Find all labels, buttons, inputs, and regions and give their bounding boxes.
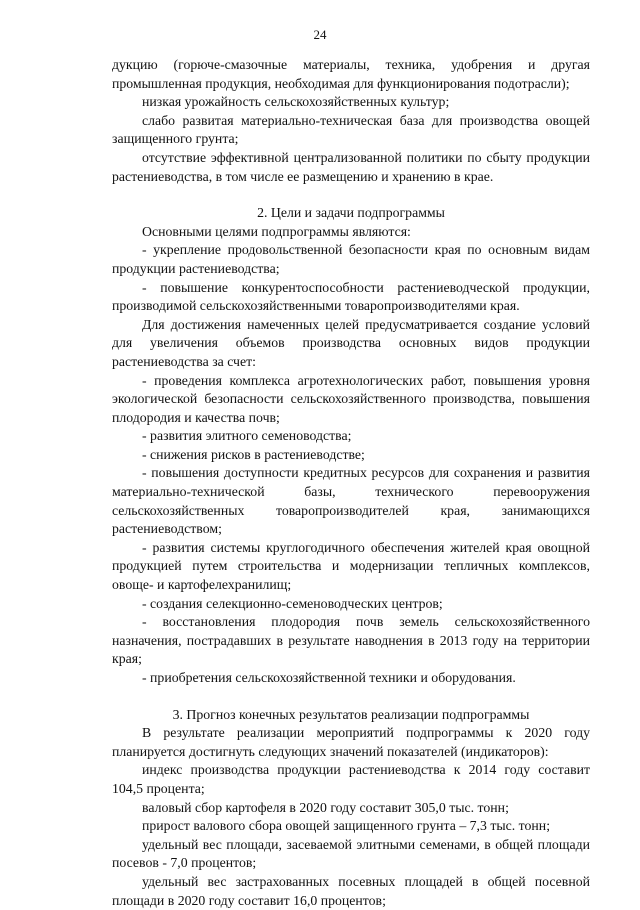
paragraph: Основными целями подпрограммы являются:	[142, 223, 411, 239]
paragraph: дукцию (горюче-смазочные материалы, техника, удобрения и другая промышленная продукция, необходимая для функционирования подотрасли);	[112, 57, 590, 91]
list-item: - приобретения сельскохозяйственной техники и оборудования.	[142, 670, 516, 685]
paragraph: слабо развитая материально-техническая база для производства овощей защищенного грунта;	[112, 112, 590, 147]
paragraph: прирост валового сбора овощей защищенного грунта – 7,3 тыс. тонн;	[142, 818, 551, 834]
list-item: - повышения доступности кредитных ресурсов для сохранения и развития материально-технической базы, технического перевооружения сельскохозяйственных товаропроизводителей края, занимающихся растениеводством;	[112, 465, 590, 537]
paragraph: индекс производства продукции растениеводства к 2014 году составит 104,5 процента;	[112, 762, 590, 796]
paragraph: низкая урожайность сельскохозяйственных культур;	[142, 94, 450, 110]
list-item: - повышение конкурентоспособности растениеводческой продукции, производимой сельскохозяйственными товаропроизводителями края.	[112, 279, 590, 314]
paragraph: удельный вес застрахованных посевных площадей в общей посевной площади в 2020 году составит 16,0 процентов;	[112, 873, 590, 908]
paragraph: В результате реализации мероприятий подпрограммы к 2020 году планируется достигнуть следующих значений показателей (индикаторов):	[112, 725, 590, 759]
paragraph: удельный вес площади, засеваемой элитными семенами, в общей площади посевов - 7,0 процентов;	[112, 836, 590, 871]
list-item: - проведения комплекса агротехнологических работ, повышения уровня экологической безопасности сельскохозяйственного производства, повышения плодородия и качества почв;	[112, 372, 590, 425]
list-item: - развития системы круглогодичного обеспечения жителей края овощной продукцией путем строительства и модернизации тепличных комплексов, овоще- и картофелехранилищ;	[112, 539, 590, 593]
paragraph: Для достижения намеченных целей предусматривается создание условий для увеличения объемов производства основных видов продукции растениеводства за счет:	[112, 316, 590, 369]
page-number: 24	[313, 27, 327, 42]
paragraph: валовый сбор картофеля в 2020 году составит 305,0 тыс. тонн;	[142, 799, 509, 815]
list-item: - развития элитного семеноводства;	[142, 428, 352, 444]
document-body	[112, 56, 590, 910]
paragraph: отсутствие эффективной централизованной политики по сбыту продукции растениеводства, в том числе ее размещению и хранению в крае.	[112, 149, 590, 184]
list-item: - снижения рисков в растениеводстве;	[142, 446, 365, 462]
list-item: - восстановления плодородия почв земель сельскохозяйственного назначения, пострадавших в результате наводнения в 2013 году на территории края;	[112, 614, 590, 667]
list-item: - укрепление продовольственной безопасности края по основным видам продукции растениеводства;	[112, 242, 590, 276]
list-item: - создания селекционно-семеноводческих центров;	[142, 595, 443, 611]
section-heading: 2. Цели и задачи подпрограммы	[257, 205, 445, 221]
section-heading: 3. Прогноз конечных результатов реализации подпрограммы	[172, 706, 530, 722]
